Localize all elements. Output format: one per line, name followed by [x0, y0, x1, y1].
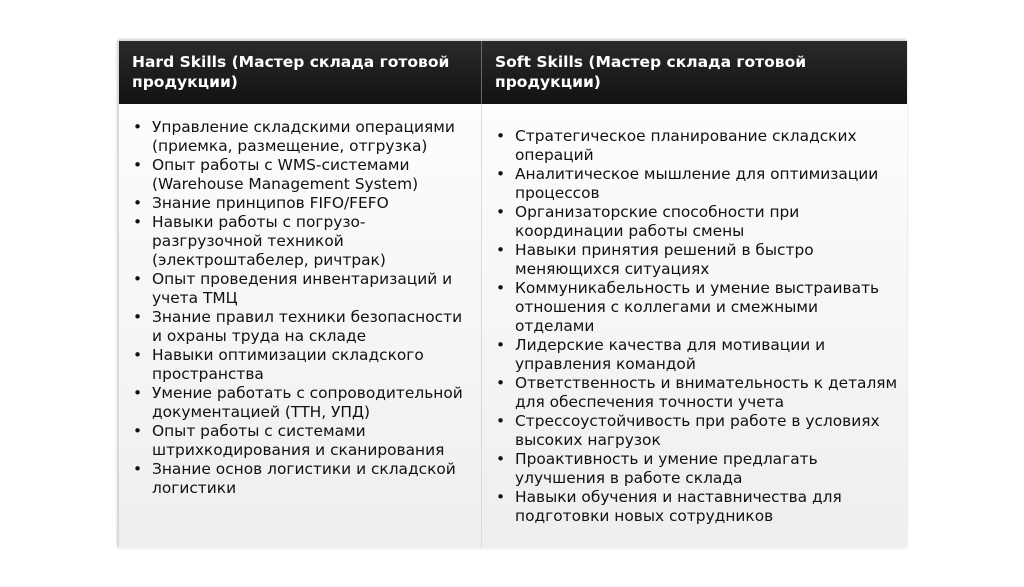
list-item: • Проактивность и умение предлагать улучшения в работе склада [495, 450, 901, 488]
list-item: • Знание правил техники безопасности и охраны труда на складе [132, 308, 475, 346]
list-item: • Опыт работы с системами штрихкодирования и сканирования [132, 422, 475, 460]
list-item: • Опыт работы с WMS-системами (Warehouse Management System) [132, 156, 475, 194]
list-item: • Стрессоустойчивость при работе в условиях высоких нагрузок [495, 412, 901, 450]
list-item: • Опыт проведения инвентаризаций и учета ТМЦ [132, 270, 475, 308]
list-item: • Знание принципов FIFO/FEFO [132, 194, 475, 213]
list-item: • Ответственность и внимательность к деталям для обеспечения точности учета [495, 374, 901, 412]
skills-table [118, 40, 906, 547]
list-item: • Знание основ логистики и складской логистики [132, 460, 475, 498]
list-item: • Навыки принятия решений в быстро меняющихся ситуациях [495, 241, 901, 279]
list-item: • Аналитическое мышление для оптимизации процессов [495, 165, 901, 203]
list-item: • Навыки обучения и наставничества для подготовки новых сотрудников [495, 488, 901, 526]
soft-skills-header: Soft Skills (Мастер склада готовой продукции) [482, 41, 907, 104]
list-item: • Умение работать с сопроводительной документацией (ТТН, УПД) [132, 384, 475, 422]
soft-skills-cell [482, 104, 907, 548]
list-item: • Навыки оптимизации складского пространства [132, 346, 475, 384]
hard-skills-header: Hard Skills (Мастер склада готовой продукции) [119, 41, 482, 104]
hard-skills-list [132, 118, 475, 498]
list-item: • Организаторские способности при координации работы смены [495, 203, 901, 241]
list-item: • Стратегическое планирование складских операций [495, 127, 901, 165]
list-item: • Коммуникабельность и умение выстраивать отношения с коллегами и смежными отделами [495, 279, 901, 336]
list-item: • Лидерские качества для мотивации и управления командой [495, 336, 901, 374]
list-item: • Навыки работы с погрузо-разгрузочной техникой (электроштабелер, ричтрак) [132, 213, 475, 270]
hard-skills-cell [119, 104, 482, 548]
soft-skills-list [495, 127, 901, 526]
list-item: • Управление складскими операциями (приемка, размещение, отгрузка) [132, 118, 475, 156]
